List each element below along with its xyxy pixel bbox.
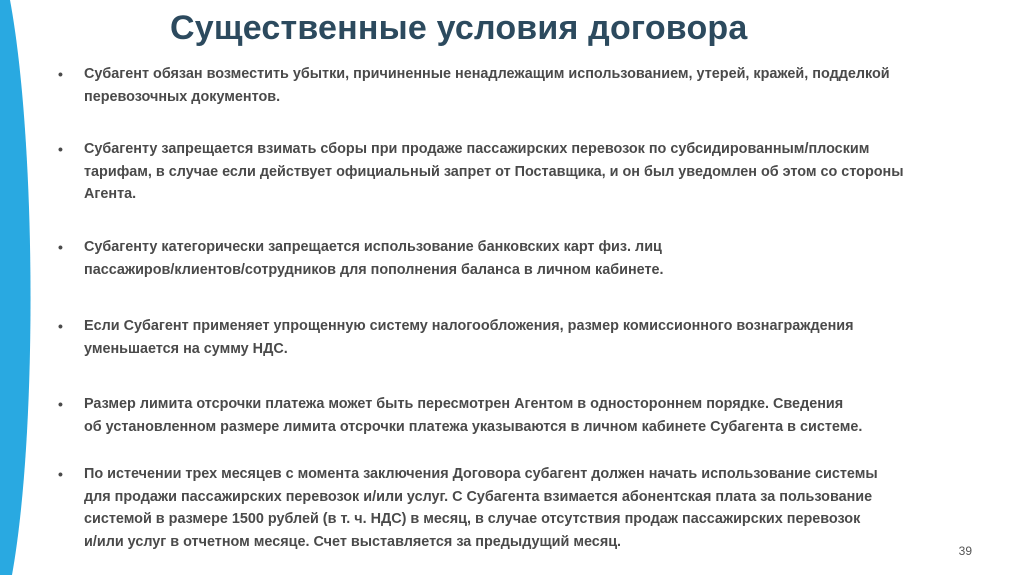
bullet-text: По истечении трех месяцев с момента заключения Договора субагент должен начать использование системы для продажи пассажирских перевозок и/или услуг. С Субагента взимается абонентская плата за пользование системой в размере 1500 рублей (в т. ч. НДС) в месяц, в случае отсутствия продаж пассажирских перевозок и/или услуг в отчетном месяце. Счет выставляется за предыдущий месяц. [84, 466, 878, 550]
bullet-dot: • [58, 318, 63, 334]
bullet-item-1 [58, 63, 978, 108]
bullet-text: Субагент обязан возместить убытки, причиненные ненадлежащим использованием, утерей, кражей, подделкой перевозочных документов. [84, 66, 890, 105]
slide-title: Существенные условия договора [170, 9, 748, 47]
accent-arc-graphic [0, 0, 44, 575]
bullet-dot: • [58, 396, 63, 412]
page-number: 39 [958, 544, 972, 558]
accent-arc [0, 0, 31, 575]
bullet-item-3 [58, 236, 978, 281]
bullet-item-4 [58, 315, 978, 360]
bullet-text: Субагенту запрещается взимать сборы при продаже пассажирских перевозок по субсидированным/плоским тарифам, в случае если действует официальный запрет от Поставщика, и он был уведомлен об этом со стороны Агента. [84, 141, 904, 202]
bullet-dot: • [58, 66, 63, 82]
bullet-item-6 [58, 463, 978, 553]
bullet-dot: • [58, 466, 63, 482]
left-accent-shape [0, 0, 44, 575]
bullet-text: Субагенту категорически запрещается использование банковских карт физ. лиц пассажиров/клиентов/сотрудников для пополнения баланса в личном кабинете. [84, 239, 664, 278]
bullet-item-5 [58, 393, 978, 438]
bullet-text: Если Субагент применяет упрощенную систему налогообложения, размер комиссионного вознаграждения уменьшается на сумму НДС. [84, 318, 854, 357]
bullet-item-2 [58, 138, 978, 206]
bullet-dot: • [58, 239, 63, 255]
bullet-dot: • [58, 141, 63, 157]
bullet-text: Размер лимита отсрочки платежа может быть пересмотрен Агентом в одностороннем порядке. Сведения об установленном размере лимита отсрочки платежа указываются в личном кабинете Субагента в системе. [84, 396, 863, 435]
